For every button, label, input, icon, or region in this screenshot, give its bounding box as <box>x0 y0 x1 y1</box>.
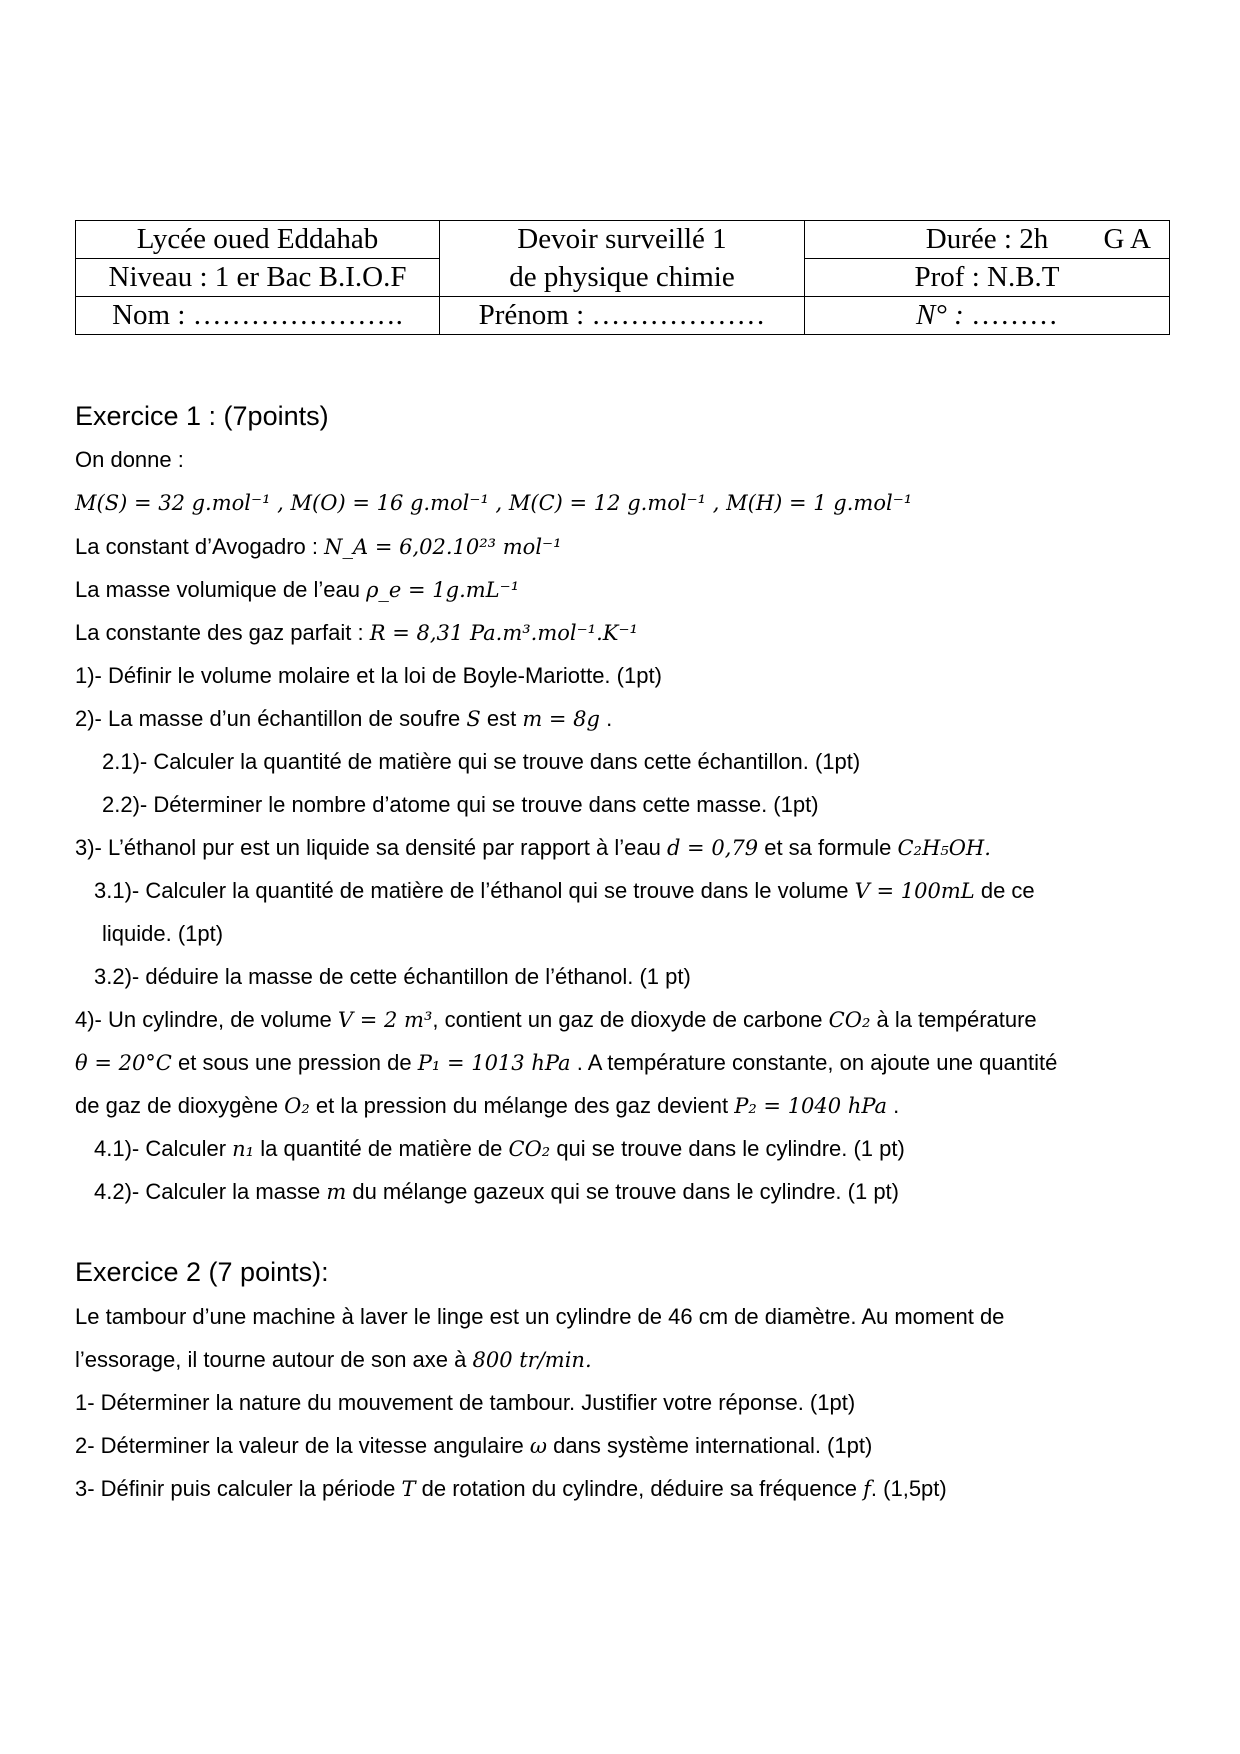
gas-constant-value: R = 8,31 Pa.m³.mol⁻¹.K⁻¹ <box>369 621 638 645</box>
number-dots: ……… <box>971 299 1059 331</box>
q3-density: d = 0,79 <box>666 836 759 860</box>
question-2-2: 2.2)- Déterminer le nombre d’atome qui se trouve dans cette masse. (1pt) <box>102 792 819 817</box>
q2-text-a: 2)- La masse d’un échantillon de soufre <box>75 706 467 731</box>
question-4-line3 <box>75 1091 899 1121</box>
exercise-1-title: Exercice 1 : (7points) <box>75 401 329 431</box>
question-3-1-cont: liquide. (1pt) <box>102 921 224 946</box>
q4-text-a: 4)- Un cylindre, de volume <box>75 1007 338 1032</box>
ex2-question-1: 1- Déterminer la nature du mouvement de tambour. Justifier votre réponse. (1pt) <box>75 1390 856 1415</box>
q41-n1: n₁ <box>232 1137 255 1161</box>
ex2-q3-text-b: de rotation du cylindre, déduire sa fréquence <box>415 1476 864 1501</box>
number-label: N° : <box>915 299 964 331</box>
q4-p1: P₁ = 1013 hPa <box>417 1051 571 1075</box>
ex2-intro-line2 <box>75 1345 592 1375</box>
question-4-2 <box>94 1177 899 1207</box>
q4-text-d: et sous une pression de <box>171 1050 418 1075</box>
question-4-1 <box>94 1134 905 1164</box>
q31-text-b: de ce <box>974 878 1035 903</box>
ex2-q3-frequency: f <box>863 1477 871 1501</box>
duration-cell <box>805 221 1170 259</box>
title-cell-2 <box>440 259 805 297</box>
level-cell <box>76 259 440 297</box>
firstname-field: Prénom : ……………… <box>478 299 766 331</box>
question-3-2: 3.2)- déduire la masse de cette échantillon de l’éthanol. (1 pt) <box>94 964 691 989</box>
molar-masses-text: M(S) = 32 g.mol⁻¹ , M(O) = 16 g.mol⁻¹ , M(C) = 12 g.mol⁻¹ , M(H) = 1 g.mol⁻¹ <box>75 491 913 515</box>
gas-constant-line <box>75 618 638 648</box>
question-2 <box>75 704 612 734</box>
q4-text-f: de gaz de dioxygène <box>75 1093 285 1118</box>
question-3-1 <box>94 876 1035 906</box>
title-cell-1 <box>440 221 805 259</box>
exercise-2-title: Exercice 2 (7 points): <box>75 1257 329 1287</box>
question-4-line2 <box>75 1048 1057 1078</box>
water-density-value: ρ_e = 1g.mL⁻¹ <box>366 578 520 602</box>
q41-text-c: qui se trouve dans le cylindre. (1 pt) <box>550 1136 905 1161</box>
water-density-line <box>75 575 519 605</box>
q42-text-b: du mélange gazeux qui se trouve dans le cylindre. (1 pt) <box>346 1179 899 1204</box>
ex2-q3-period: T <box>401 1477 416 1501</box>
q4-p2: P₂ = 1040 hPa <box>734 1094 888 1118</box>
prof: Prof : N.B.T <box>914 261 1060 293</box>
ex2-q3-text-a: 3- Définir puis calculer la période <box>75 1476 402 1501</box>
q2-text-b: est <box>480 706 523 731</box>
duration: Durée : 2h <box>925 223 1049 255</box>
q3-text-a: 3)- L’éthanol pur est un liquide sa densité par rapport à l’eau <box>75 835 667 860</box>
question-3 <box>75 833 991 863</box>
ex2-question-3 <box>75 1474 947 1504</box>
ex2-q2-omega: ω <box>529 1434 548 1458</box>
name-field: Nom : …………………. <box>112 299 403 331</box>
given-label: On donne : <box>75 447 184 472</box>
water-density-label: La masse volumique de l’eau <box>75 577 367 602</box>
q4-text-b: , contient un gaz de dioxyde de carbone <box>432 1007 829 1032</box>
q4-co2: CO₂ <box>828 1008 871 1032</box>
ex2-q3-text-c: . (1,5pt) <box>870 1476 947 1501</box>
avogadro-line <box>75 532 562 562</box>
question-2-1: 2.1)- Calculer la quantité de matière qui se trouve dans cette échantillon. (1pt) <box>102 749 861 774</box>
school-cell <box>76 221 440 259</box>
school-name: Lycée oued Eddahab <box>136 223 379 255</box>
question-4-line1 <box>75 1005 1037 1035</box>
ex2-q2-text-b: dans système international. (1pt) <box>547 1433 873 1458</box>
q42-text-a: 4.2)- Calculer la masse <box>94 1179 327 1204</box>
ex2-speed: 800 tr/min. <box>472 1348 592 1372</box>
q3-text-b: et sa formule <box>758 835 898 860</box>
q2-symbol-s: S <box>466 707 481 731</box>
q31-volume: V = 100mL <box>854 879 975 903</box>
q42-m: m <box>326 1180 347 1204</box>
q4-theta: θ = 20°C <box>75 1051 172 1075</box>
ex2-question-2 <box>75 1431 872 1461</box>
ex2-intro2-text: l’essorage, il tourne autour de son axe à <box>75 1347 473 1372</box>
q4-text-e: . A température constante, on ajoute une quantité <box>570 1050 1058 1075</box>
q4-text-h: . <box>887 1093 900 1118</box>
ex2-q2-text-a: 2- Déterminer la valeur de la vitesse angulaire <box>75 1433 530 1458</box>
q2-mass: m = 8g <box>522 707 600 731</box>
q41-co2: CO₂ <box>508 1137 551 1161</box>
avogadro-value: N_A = 6,02.10²³ mol⁻¹ <box>324 535 562 559</box>
q4-volume: V = 2 m³ <box>337 1008 433 1032</box>
exam-title-line2: de physique chimie <box>509 260 735 293</box>
group-label: G A <box>1103 223 1151 255</box>
number-cell[interactable] <box>805 297 1170 335</box>
q4-text-c: à la température <box>870 1007 1037 1032</box>
molar-masses <box>75 488 912 518</box>
name-cell[interactable] <box>76 297 440 335</box>
q41-text-a: 4.1)- Calculer <box>94 1136 233 1161</box>
q4-text-g: et la pression du mélange des gaz devient <box>309 1093 735 1118</box>
header-table <box>75 220 1170 335</box>
exam-title-line1: Devoir surveillé 1 <box>517 223 727 256</box>
q4-o2: O₂ <box>284 1094 310 1118</box>
prof-cell <box>805 259 1170 297</box>
q41-text-b: la quantité de matière de <box>254 1136 509 1161</box>
q2-text-c: . <box>599 706 613 731</box>
level: Niveau : 1 er Bac B.I.O.F <box>108 261 407 293</box>
q31-text-a: 3.1)- Calculer la quantité de matière de l’éthanol qui se trouve dans le volume <box>94 878 855 903</box>
firstname-cell[interactable] <box>440 297 805 335</box>
gas-constant-label: La constante des gaz parfait : <box>75 620 370 645</box>
q3-formula: C₂H₅OH. <box>897 836 991 860</box>
question-1: 1)- Définir le volume molaire et la loi de Boyle-Mariotte. (1pt) <box>75 663 662 688</box>
avogadro-label: La constant d’Avogadro : <box>75 534 325 559</box>
ex2-intro-line1: Le tambour d’une machine à laver le linge est un cylindre de 46 cm de diamètre. Au moment de <box>75 1304 1005 1329</box>
